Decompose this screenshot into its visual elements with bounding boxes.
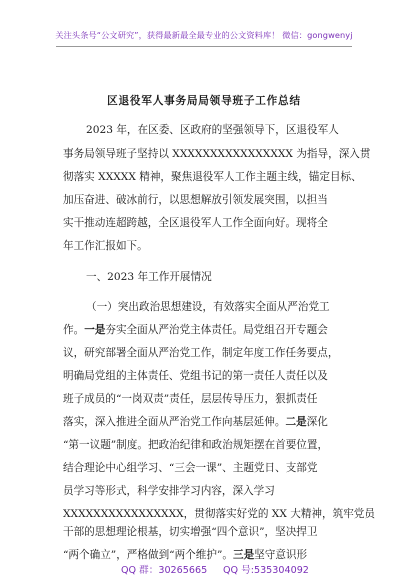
body-line-7: 结合理论中心组学习、“三会一课”、主题党日、支部党 bbox=[63, 462, 318, 474]
body-line-4: 班子成员的“一岗双责”责任，层层传导压力，狠抓责任 bbox=[63, 393, 318, 405]
header-banner: 关注头条号“公文研究”，获得最新最全最专业的公文资料库！ 微信：gongwenyj bbox=[55, 30, 353, 40]
body-line-5 bbox=[63, 413, 328, 431]
intro-line-5: 实干推动连超跨越，全区退役军人工作全面向好。现将全 bbox=[63, 217, 328, 229]
body-line-9: XXXXXXXXXXXXXXXX，贯彻落实好党的 XX 大精神，筑牢党员 bbox=[63, 508, 375, 520]
qq-group-number: QQ 群：30265665 bbox=[121, 565, 208, 576]
body-line-11-text: “两个确立”，严格做到“两个维护”。 bbox=[63, 549, 233, 561]
emphasis-ershi: 二是 bbox=[285, 416, 307, 428]
body-line-6: “第一议题”制度。把政治纪律和政治规矩摆在首要位置， bbox=[63, 439, 329, 451]
footer-contacts bbox=[0, 562, 408, 578]
body-line-1-rest: 夯实全面从严治党主体责任。局党组召开专题会 bbox=[105, 324, 328, 336]
body-line-8: 员学习等形式，科学安排学习内容，深入学习 bbox=[63, 485, 275, 497]
emphasis-yishi: 一是 bbox=[84, 324, 106, 336]
body-line-11-rest: 坚守意识形 bbox=[254, 549, 308, 561]
document-title: 区退役军人事务局局领导班子工作总结 bbox=[107, 95, 301, 107]
qq-number: QQ 号:535304092 bbox=[223, 565, 309, 576]
intro-line-6: 年工作汇报如下。 bbox=[63, 240, 148, 252]
emphasis-sanshi: 三是 bbox=[232, 549, 255, 561]
section-heading: 一、2023 年工作开展情况 bbox=[86, 271, 212, 283]
header-divider bbox=[56, 46, 352, 47]
body-line-1 bbox=[63, 321, 328, 339]
body-line-10: 干部的思想理论根基，切实增强“四个意识”，坚决捍卫 bbox=[63, 526, 318, 538]
intro-line-4: 加压奋进、破冰前行，以思想解放引领发展突围，以担当 bbox=[63, 194, 328, 206]
intro-line-2: 事务局领导班子坚持以 XXXXXXXXXXXXXXXX 为指导，深入贯 bbox=[63, 148, 371, 160]
body-line-1-text: 作。 bbox=[63, 324, 85, 336]
intro-line-1: 2023 年，在区委、区政府的坚强领导下，区退役军人 bbox=[86, 124, 339, 136]
body-line-3: 明确局党组的主体责任、党组书记的第一责任人责任以及 bbox=[63, 370, 328, 382]
body-line-5-rest: 深化 bbox=[306, 416, 328, 428]
subsection-heading: （一）突出政治思想建设，有效落实全面从严治党工 bbox=[86, 301, 330, 313]
intro-line-3: 彻落实 XXXXX 精神，聚焦退役军人工作主题主线，锚定目标、 bbox=[63, 171, 362, 183]
body-line-5-text: 落实，深入推进全面从严治党工作向基层延伸。 bbox=[63, 416, 286, 428]
body-line-2: 议，研究部署全面从严治党工作，制定年度工作任务要点， bbox=[63, 347, 339, 359]
